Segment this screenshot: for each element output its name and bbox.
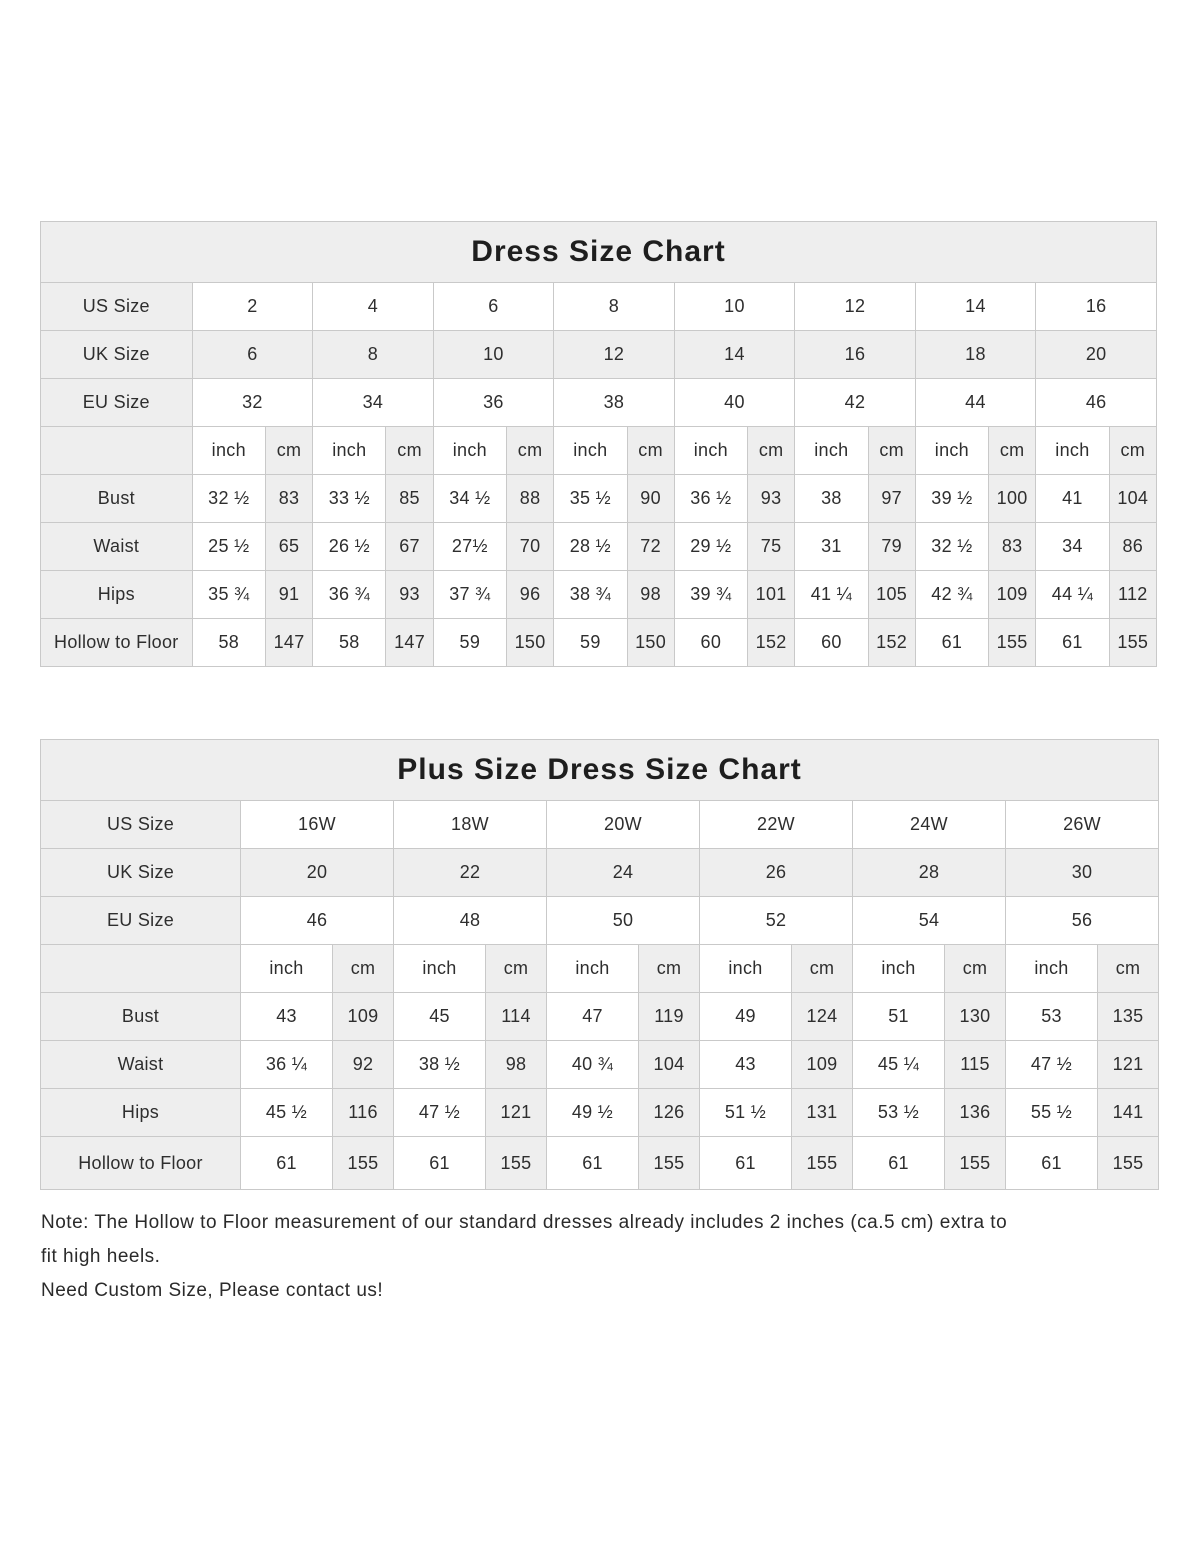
standard-us-size-row [41,283,1157,331]
plus-size-chart-table [40,739,1159,1190]
bust-inch-cell: 38 [795,475,868,523]
hips-inch-cell: 55 ½ [1006,1089,1098,1137]
eu-size-cell: 38 [554,379,675,427]
waist-inch-cell: 45 ¼ [853,1041,945,1089]
inch-header-cell: inch [1036,427,1109,475]
inch-header-cell: inch [394,945,486,993]
waist-inch-cell: 29 ½ [674,523,747,571]
row-label-bust: Bust [41,993,241,1041]
hips-cm-cell: 141 [1098,1089,1159,1137]
cm-header-cell: cm [627,427,674,475]
us-size-cell: 6 [433,283,554,331]
us-size-cell: 16W [241,801,394,849]
hips-cm-cell: 98 [627,571,674,619]
waist-inch-cell: 26 ½ [313,523,386,571]
uk-size-cell: 20 [1036,331,1157,379]
bust-inch-cell: 49 [700,993,792,1041]
hollow-cm-cell: 155 [792,1137,853,1190]
waist-inch-cell: 32 ½ [915,523,988,571]
eu-size-cell: 46 [1036,379,1157,427]
hollow-cm-cell: 147 [265,619,312,667]
hollow-inch-cell: 61 [1006,1137,1098,1190]
us-size-cell: 4 [313,283,434,331]
plus-us-size-row [41,801,1159,849]
bust-inch-cell: 33 ½ [313,475,386,523]
us-size-cell: 2 [192,283,313,331]
us-size-cell: 26W [1006,801,1159,849]
hollow-inch-cell: 61 [700,1137,792,1190]
note-line-3: Need Custom Size, Please contact us! [41,1280,384,1301]
waist-inch-cell: 27½ [433,523,506,571]
hollow-cm-cell: 150 [627,619,674,667]
hollow-inch-cell: 58 [192,619,265,667]
inch-header-cell: inch [700,945,792,993]
hips-cm-cell: 126 [639,1089,700,1137]
row-label-empty [41,945,241,993]
hollow-cm-cell: 152 [868,619,915,667]
us-size-cell: 24W [853,801,1006,849]
hollow-inch-cell: 61 [853,1137,945,1190]
bust-cm-cell: 97 [868,475,915,523]
inch-header-cell: inch [547,945,639,993]
cm-header-cell: cm [868,427,915,475]
plus-chart-title: Plus Size Dress Size Chart [41,740,1159,801]
inch-header-cell: inch [313,427,386,475]
hips-cm-cell: 109 [989,571,1036,619]
uk-size-cell: 8 [313,331,434,379]
row-label-us-size: US Size [41,283,193,331]
hips-cm-cell: 112 [1109,571,1156,619]
row-label-us-size: US Size [41,801,241,849]
hips-inch-cell: 39 ¾ [674,571,747,619]
inch-header-cell: inch [915,427,988,475]
note-block [41,1206,1171,1308]
row-label-hollow-to-floor: Hollow to Floor [41,619,193,667]
row-label-uk-size: UK Size [41,849,241,897]
eu-size-cell: 36 [433,379,554,427]
waist-cm-cell: 65 [265,523,312,571]
inch-header-cell: inch [795,427,868,475]
hollow-inch-cell: 61 [915,619,988,667]
plus-eu-size-row [41,897,1159,945]
standard-uk-size-row [41,331,1157,379]
waist-cm-cell: 121 [1098,1041,1159,1089]
bust-cm-cell: 109 [333,993,394,1041]
standard-bust-row [41,475,1157,523]
hips-inch-cell: 47 ½ [394,1089,486,1137]
row-label-eu-size: EU Size [41,379,193,427]
row-label-hips: Hips [41,571,193,619]
bust-inch-cell: 35 ½ [554,475,627,523]
standard-size-chart-table [40,221,1157,667]
cm-header-cell: cm [792,945,853,993]
us-size-cell: 18W [394,801,547,849]
plus-uk-size-row [41,849,1159,897]
bust-cm-cell: 90 [627,475,674,523]
hips-inch-cell: 49 ½ [547,1089,639,1137]
bust-inch-cell: 34 ½ [433,475,506,523]
hips-inch-cell: 53 ½ [853,1089,945,1137]
waist-cm-cell: 70 [506,523,553,571]
hollow-inch-cell: 61 [547,1137,639,1190]
eu-size-cell: 52 [700,897,853,945]
inch-header-cell: inch [554,427,627,475]
hollow-inch-cell: 58 [313,619,386,667]
hollow-cm-cell: 150 [506,619,553,667]
hips-inch-cell: 36 ¾ [313,571,386,619]
hollow-cm-cell: 155 [945,1137,1006,1190]
note-line-1: Note: The Hollow to Floor measurement of our standard dresses already includes 2 inches (ca.5 cm) extra to [41,1212,1008,1233]
plus-bust-row [41,993,1159,1041]
hollow-cm-cell: 152 [748,619,795,667]
inch-header-cell: inch [241,945,333,993]
inch-header-cell: inch [853,945,945,993]
bust-inch-cell: 36 ½ [674,475,747,523]
bust-inch-cell: 47 [547,993,639,1041]
waist-cm-cell: 92 [333,1041,394,1089]
eu-size-cell: 56 [1006,897,1159,945]
hollow-cm-cell: 147 [386,619,433,667]
waist-cm-cell: 104 [639,1041,700,1089]
hollow-inch-cell: 61 [394,1137,486,1190]
bust-inch-cell: 41 [1036,475,1109,523]
standard-chart-title: Dress Size Chart [41,222,1157,283]
bust-cm-cell: 104 [1109,475,1156,523]
waist-cm-cell: 86 [1109,523,1156,571]
row-label-hollow-to-floor: Hollow to Floor [41,1137,241,1190]
uk-size-cell: 26 [700,849,853,897]
hips-cm-cell: 136 [945,1089,1006,1137]
waist-cm-cell: 67 [386,523,433,571]
bust-cm-cell: 83 [265,475,312,523]
hollow-inch-cell: 61 [241,1137,333,1190]
uk-size-cell: 30 [1006,849,1159,897]
hollow-inch-cell: 60 [674,619,747,667]
us-size-cell: 22W [700,801,853,849]
bust-cm-cell: 124 [792,993,853,1041]
row-label-waist: Waist [41,1041,241,1089]
hips-inch-cell: 41 ¼ [795,571,868,619]
inch-header-cell: inch [192,427,265,475]
eu-size-cell: 32 [192,379,313,427]
bust-cm-cell: 88 [506,475,553,523]
uk-size-cell: 10 [433,331,554,379]
hips-inch-cell: 37 ¾ [433,571,506,619]
waist-inch-cell: 43 [700,1041,792,1089]
eu-size-cell: 46 [241,897,394,945]
note-line-2: fit high heels. [41,1246,161,1267]
cm-header-cell: cm [989,427,1036,475]
plus-chart-title-row [41,740,1159,801]
hollow-inch-cell: 61 [1036,619,1109,667]
plus-waist-row [41,1041,1159,1089]
cm-header-cell: cm [506,427,553,475]
hips-inch-cell: 44 ¼ [1036,571,1109,619]
cm-header-cell: cm [333,945,394,993]
plus-hips-row [41,1089,1159,1137]
uk-size-cell: 14 [674,331,795,379]
waist-inch-cell: 40 ¾ [547,1041,639,1089]
us-size-cell: 10 [674,283,795,331]
hips-inch-cell: 38 ¾ [554,571,627,619]
row-label-hips: Hips [41,1089,241,1137]
bust-cm-cell: 93 [748,475,795,523]
bust-cm-cell: 119 [639,993,700,1041]
hips-cm-cell: 101 [748,571,795,619]
eu-size-cell: 50 [547,897,700,945]
waist-cm-cell: 72 [627,523,674,571]
inch-header-cell: inch [1006,945,1098,993]
waist-inch-cell: 34 [1036,523,1109,571]
bust-cm-cell: 135 [1098,993,1159,1041]
waist-cm-cell: 115 [945,1041,1006,1089]
cm-header-cell: cm [486,945,547,993]
waist-inch-cell: 25 ½ [192,523,265,571]
inch-header-cell: inch [674,427,747,475]
waist-cm-cell: 109 [792,1041,853,1089]
waist-inch-cell: 28 ½ [554,523,627,571]
hollow-cm-cell: 155 [333,1137,394,1190]
bust-cm-cell: 85 [386,475,433,523]
standard-hollow-row [41,619,1157,667]
waist-inch-cell: 38 ½ [394,1041,486,1089]
hollow-inch-cell: 60 [795,619,868,667]
us-size-cell: 12 [795,283,916,331]
hips-cm-cell: 131 [792,1089,853,1137]
hips-cm-cell: 96 [506,571,553,619]
plus-hollow-row [41,1137,1159,1190]
bust-inch-cell: 51 [853,993,945,1041]
uk-size-cell: 28 [853,849,1006,897]
uk-size-cell: 22 [394,849,547,897]
standard-hips-row [41,571,1157,619]
waist-inch-cell: 47 ½ [1006,1041,1098,1089]
inch-header-cell: inch [433,427,506,475]
hollow-cm-cell: 155 [989,619,1036,667]
waist-inch-cell: 36 ¼ [241,1041,333,1089]
standard-waist-row [41,523,1157,571]
uk-size-cell: 24 [547,849,700,897]
uk-size-cell: 20 [241,849,394,897]
uk-size-cell: 12 [554,331,675,379]
row-label-uk-size: UK Size [41,331,193,379]
bust-inch-cell: 39 ½ [915,475,988,523]
hips-cm-cell: 91 [265,571,312,619]
bust-inch-cell: 45 [394,993,486,1041]
row-label-eu-size: EU Size [41,897,241,945]
row-label-bust: Bust [41,475,193,523]
us-size-cell: 14 [915,283,1036,331]
eu-size-cell: 54 [853,897,1006,945]
cm-header-cell: cm [1098,945,1159,993]
waist-cm-cell: 98 [486,1041,547,1089]
hips-cm-cell: 121 [486,1089,547,1137]
eu-size-cell: 44 [915,379,1036,427]
waist-inch-cell: 31 [795,523,868,571]
hollow-inch-cell: 59 [433,619,506,667]
waist-cm-cell: 83 [989,523,1036,571]
cm-header-cell: cm [748,427,795,475]
eu-size-cell: 40 [674,379,795,427]
standard-chart-title-row [41,222,1157,283]
uk-size-cell: 16 [795,331,916,379]
hips-cm-cell: 93 [386,571,433,619]
cm-header-cell: cm [1109,427,1156,475]
hips-cm-cell: 116 [333,1089,394,1137]
hips-inch-cell: 35 ¾ [192,571,265,619]
standard-unit-header-row [41,427,1157,475]
bust-inch-cell: 32 ½ [192,475,265,523]
row-label-waist: Waist [41,523,193,571]
uk-size-cell: 18 [915,331,1036,379]
hollow-cm-cell: 155 [639,1137,700,1190]
bust-cm-cell: 130 [945,993,1006,1041]
us-size-cell: 16 [1036,283,1157,331]
bust-inch-cell: 53 [1006,993,1098,1041]
waist-cm-cell: 79 [868,523,915,571]
hips-cm-cell: 105 [868,571,915,619]
waist-cm-cell: 75 [748,523,795,571]
cm-header-cell: cm [639,945,700,993]
cm-header-cell: cm [945,945,1006,993]
uk-size-cell: 6 [192,331,313,379]
standard-eu-size-row [41,379,1157,427]
bust-cm-cell: 100 [989,475,1036,523]
plus-unit-header-row [41,945,1159,993]
eu-size-cell: 42 [795,379,916,427]
bust-cm-cell: 114 [486,993,547,1041]
hollow-cm-cell: 155 [486,1137,547,1190]
hips-inch-cell: 42 ¾ [915,571,988,619]
row-label-empty [41,427,193,475]
us-size-cell: 8 [554,283,675,331]
us-size-cell: 20W [547,801,700,849]
hollow-inch-cell: 59 [554,619,627,667]
hollow-cm-cell: 155 [1109,619,1156,667]
cm-header-cell: cm [265,427,312,475]
hips-inch-cell: 45 ½ [241,1089,333,1137]
cm-header-cell: cm [386,427,433,475]
eu-size-cell: 48 [394,897,547,945]
hollow-cm-cell: 155 [1098,1137,1159,1190]
eu-size-cell: 34 [313,379,434,427]
bust-inch-cell: 43 [241,993,333,1041]
hips-inch-cell: 51 ½ [700,1089,792,1137]
